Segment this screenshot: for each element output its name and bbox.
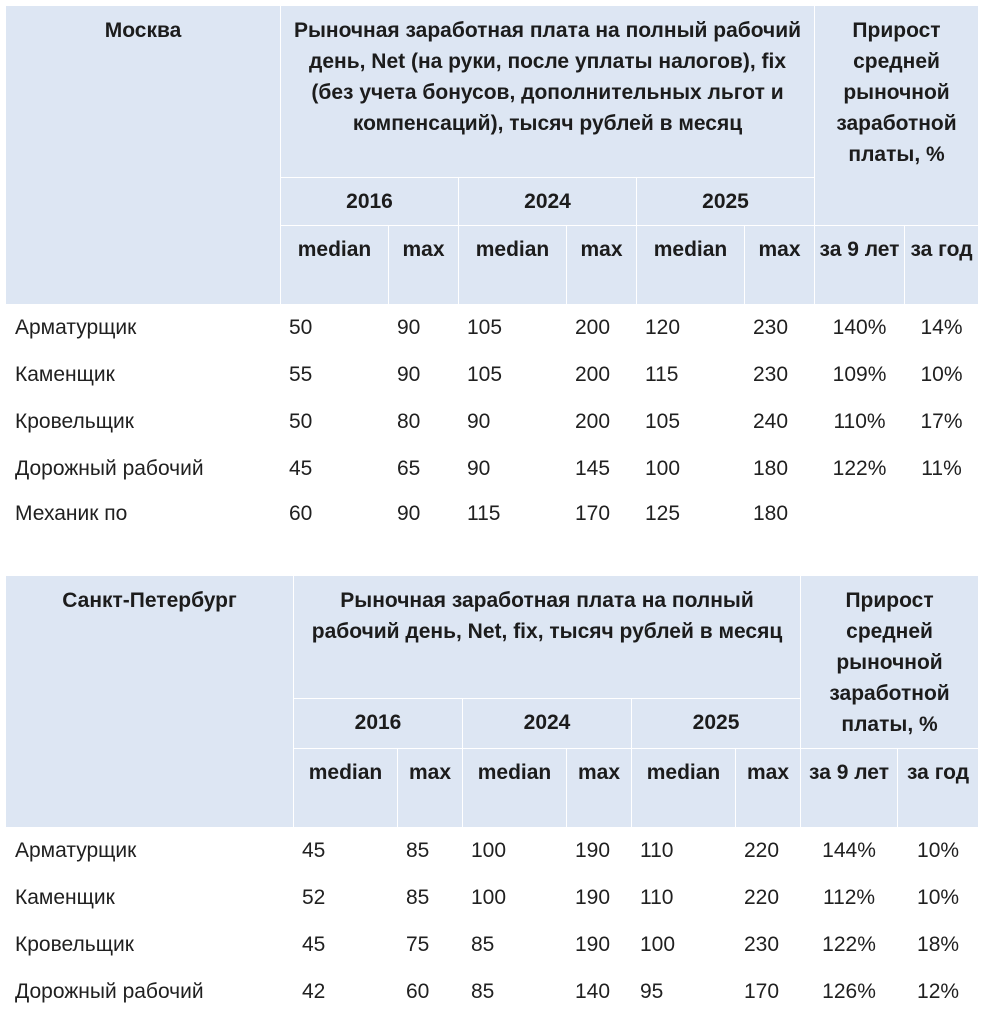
salary-cell: 85 [463,922,567,969]
spb-2024-median-header: median [463,749,567,828]
salary-cell: 230 [736,922,801,969]
salary-cell: 140 [567,969,632,1016]
growth-cell: 144% [801,828,898,875]
moscow-year-2016: 2016 [281,178,459,226]
growth-cell: 122% [815,446,905,493]
salary-cell: 230 [745,352,815,399]
moscow-growth-year-header: за год [905,226,978,305]
spb-2016-median-header: median [294,749,398,828]
salary-cell: 115 [459,493,567,528]
salary-cell: 110 [632,828,736,875]
salary-cell: 220 [736,828,801,875]
salary-cell: 50 [281,305,389,352]
growth-cell: 110% [815,399,905,446]
growth-cell [815,493,905,528]
profession-name: Дорожный рабочий [6,969,294,1016]
salary-cell: 190 [567,828,632,875]
growth-cell: 10% [898,828,978,875]
salary-cell: 60 [398,969,463,1016]
profession-name: Механик по [6,493,281,528]
salary-cell: 90 [459,446,567,493]
table-row [6,352,979,399]
salary-cell: 180 [745,493,815,528]
salary-cell: 55 [281,352,389,399]
growth-cell: 11% [905,446,978,493]
salary-cell: 120 [637,305,745,352]
moscow-table-container [5,5,978,527]
salary-cell: 200 [567,352,637,399]
growth-cell: 14% [905,305,978,352]
salary-cell: 80 [389,399,459,446]
profession-name: Дорожный рабочий [6,446,281,493]
table-row [6,305,979,352]
moscow-2016-median-header: median [281,226,389,305]
salary-cell: 90 [389,352,459,399]
salary-cell: 230 [745,305,815,352]
growth-cell: 122% [801,922,898,969]
salary-cell: 85 [398,875,463,922]
spb-year-2016: 2016 [294,698,463,748]
salary-cell: 190 [567,875,632,922]
spb-2016-max-header: max [398,749,463,828]
table-row [6,875,979,922]
growth-cell: 18% [898,922,978,969]
spb-table-container [5,575,978,1016]
salary-cell: 60 [281,493,389,528]
growth-cell: 10% [905,352,978,399]
growth-cell: 12% [898,969,978,1016]
salary-cell: 100 [632,922,736,969]
table-row [6,399,979,446]
profession-name: Каменщик [6,875,294,922]
salary-cell: 170 [736,969,801,1016]
spb-salary-header: Рыночная заработная плата на полный рабочий день, Net, fix, тысяч рублей в месяц [294,576,801,699]
spb-growth-header: Прирост средней рыночной заработной платы, % [801,576,978,749]
salary-cell: 105 [459,352,567,399]
spb-city-header: Санкт-Петербург [6,576,294,828]
spb-2025-max-header: max [736,749,801,828]
salary-cell: 75 [398,922,463,969]
growth-cell: 112% [801,875,898,922]
salary-cell: 105 [459,305,567,352]
salary-cell: 65 [389,446,459,493]
table-row [6,922,979,969]
profession-name: Кровельщик [6,922,294,969]
salary-cell: 190 [567,922,632,969]
salary-cell: 42 [294,969,398,1016]
moscow-2024-median-header: median [459,226,567,305]
salary-cell: 52 [294,875,398,922]
spb-2024-max-header: max [567,749,632,828]
salary-cell: 110 [632,875,736,922]
table-row [6,828,979,875]
moscow-2024-max-header: max [567,226,637,305]
growth-cell: 140% [815,305,905,352]
moscow-city-header: Москва [6,6,281,305]
growth-cell: 126% [801,969,898,1016]
profession-name: Арматурщик [6,305,281,352]
salary-cell: 220 [736,875,801,922]
moscow-salary-table [5,5,978,527]
moscow-growth-9y-header: за 9 лет [815,226,905,305]
moscow-2025-max-header: max [745,226,815,305]
salary-cell: 145 [567,446,637,493]
spb-year-2024: 2024 [463,698,632,748]
profession-name: Арматурщик [6,828,294,875]
spb-2025-median-header: median [632,749,736,828]
salary-cell: 125 [637,493,745,528]
table-row [6,969,979,1016]
salary-cell: 170 [567,493,637,528]
spb-growth-9y-header: за 9 лет [801,749,898,828]
salary-cell: 240 [745,399,815,446]
salary-cell: 105 [637,399,745,446]
spb-growth-year-header: за год [898,749,978,828]
growth-cell: 109% [815,352,905,399]
moscow-salary-header: Рыночная заработная плата на полный рабочий день, Net (на руки, после уплаты налогов), fix (без учета бонусов, дополнительных льгот и компенсаций), тысяч рублей в месяц [281,6,815,178]
salary-cell: 180 [745,446,815,493]
table-row [6,446,979,493]
moscow-year-2025: 2025 [637,178,815,226]
salary-cell: 90 [389,493,459,528]
spb-salary-table [5,575,978,1016]
salary-cell: 85 [463,969,567,1016]
salary-cell: 100 [463,875,567,922]
salary-cell: 45 [281,446,389,493]
salary-cell: 90 [459,399,567,446]
salary-cell: 100 [463,828,567,875]
moscow-2025-median-header: median [637,226,745,305]
salary-cell: 90 [389,305,459,352]
salary-cell: 45 [294,828,398,875]
moscow-year-2024: 2024 [459,178,637,226]
profession-name: Каменщик [6,352,281,399]
table-row [6,493,979,528]
growth-cell: 17% [905,399,978,446]
profession-name: Кровельщик [6,399,281,446]
salary-cell: 200 [567,399,637,446]
growth-cell: 10% [898,875,978,922]
moscow-growth-header: Прирост средней рыночной заработной платы, % [815,6,978,226]
salary-cell: 115 [637,352,745,399]
salary-cell: 95 [632,969,736,1016]
moscow-2016-max-header: max [389,226,459,305]
growth-cell [905,493,978,528]
spb-year-2025: 2025 [632,698,801,748]
salary-cell: 45 [294,922,398,969]
salary-cell: 100 [637,446,745,493]
salary-cell: 200 [567,305,637,352]
salary-cell: 50 [281,399,389,446]
salary-cell: 85 [398,828,463,875]
